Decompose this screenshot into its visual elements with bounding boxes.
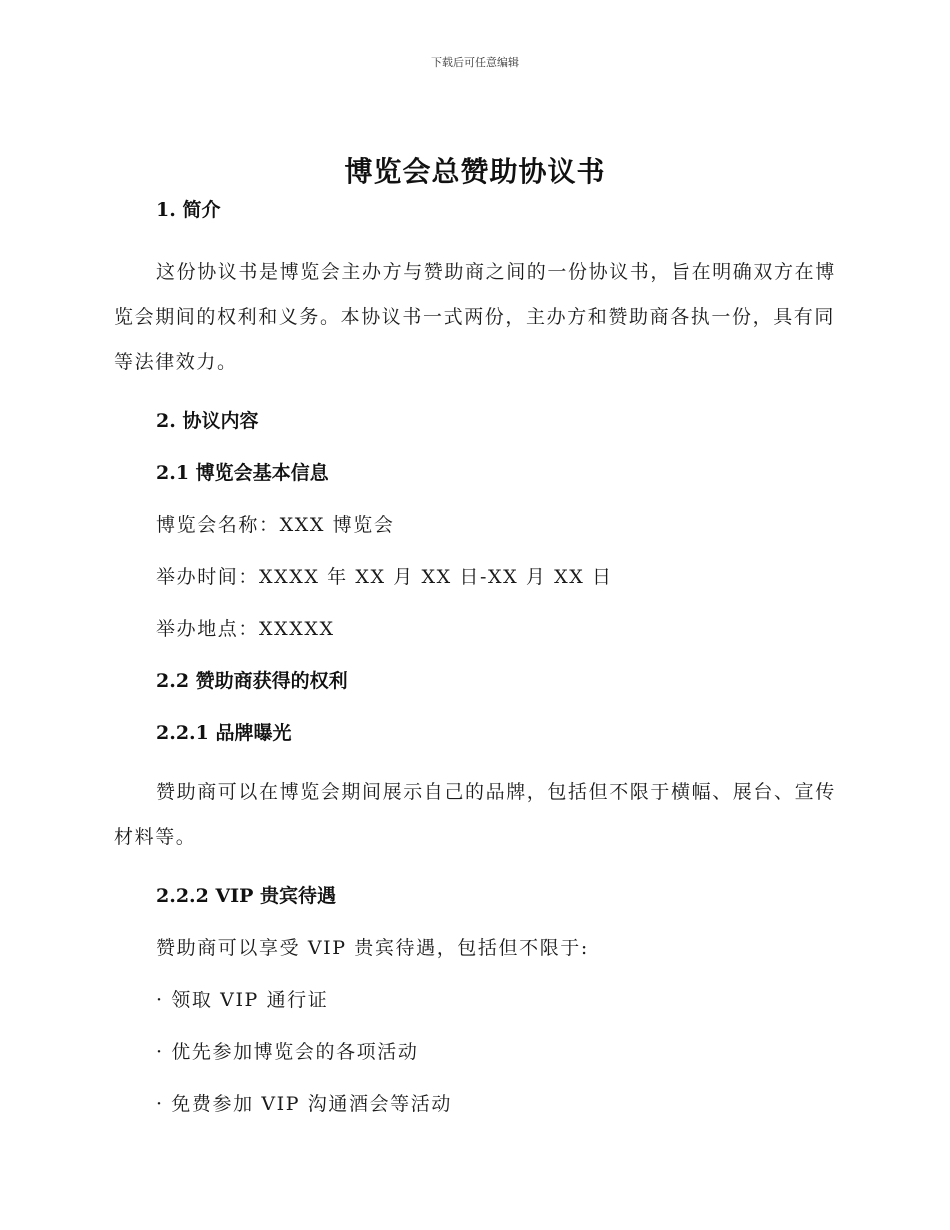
header-note: 下载后可任意编辑 — [431, 56, 519, 69]
brand-exposure-paragraph: 赞助商可以在博览会期间展示自己的品牌，包括但不限于横幅、展台、宣传材料等。 — [114, 781, 836, 848]
section-heading-brand-exposure: 2.2.1 品牌曝光 — [156, 722, 292, 744]
section-heading-vip-treatment: 2.2.2 VIP 贵宾待遇 — [156, 885, 337, 907]
section-heading-intro: 1. 简介 — [156, 199, 221, 221]
section-heading-sponsor-rights: 2.2 赞助商获得的权利 — [156, 670, 348, 692]
document-title: 博览会总赞助协议书 — [344, 155, 606, 188]
intro-paragraph: 这份协议书是博览会主办方与赞助商之间的一份协议书，旨在明确双方在博览会期间的权利和义务。本协议书一式两份，主办方和赞助商各执一份，具有同等法律效力。 — [114, 261, 836, 373]
vip-treatment-intro: 赞助商可以享受 VIP 贵宾待遇，包括但不限于: — [156, 937, 589, 959]
expo-name-line: 博览会名称：XXX 博览会 — [156, 514, 395, 536]
section-heading-agreement: 2. 协议内容 — [156, 410, 259, 432]
expo-place-line: 举办地点：XXXXX — [156, 618, 335, 640]
vip-bullet-item: · 领取 VIP 通行证 — [156, 989, 329, 1011]
vip-bullet-item: · 免费参加 VIP 沟通酒会等活动 — [156, 1093, 452, 1115]
vip-bullet-item: · 优先参加博览会的各项活动 — [156, 1041, 419, 1063]
document-body — [114, 196, 836, 1118]
expo-time-line: 举办时间：XXXX 年 XX 月 XX 日-XX 月 XX 日 — [156, 566, 613, 588]
section-heading-basic-info: 2.1 博览会基本信息 — [156, 462, 329, 484]
